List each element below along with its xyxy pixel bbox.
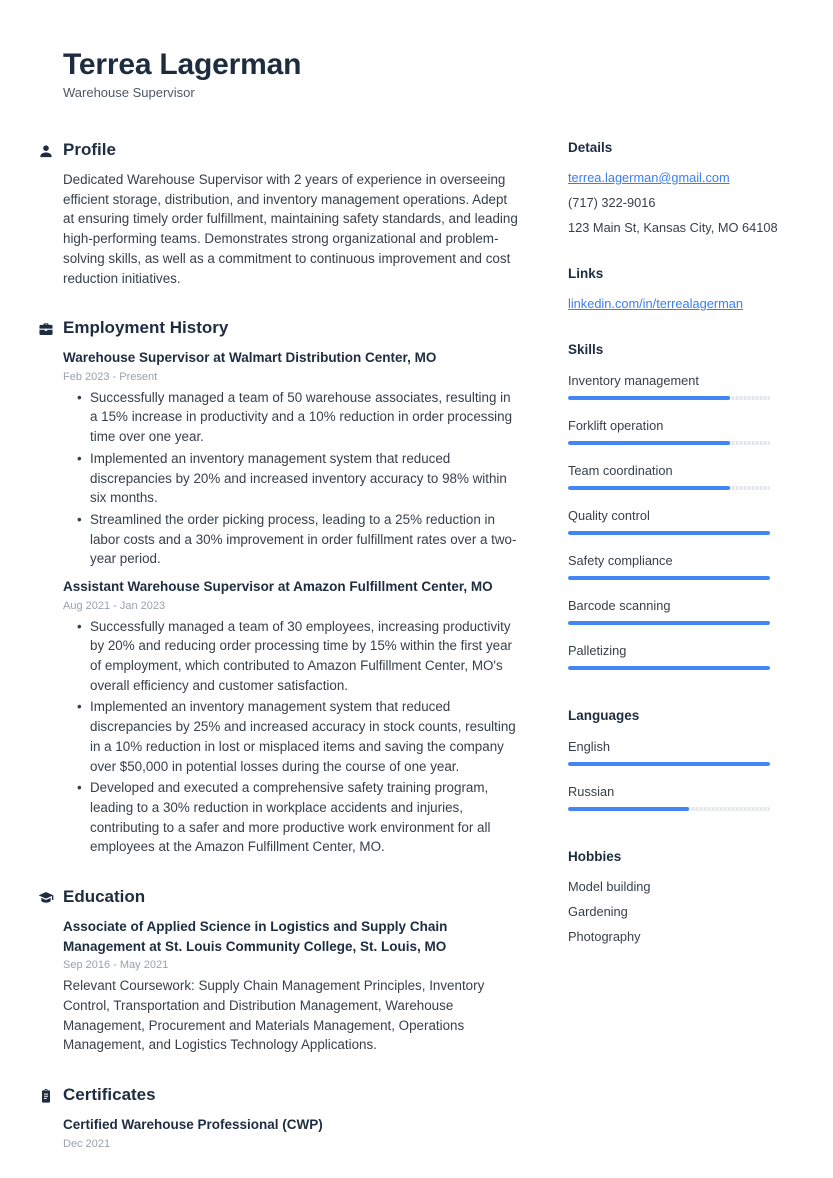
job-bullet: • Implemented an inventory management system that reduced discrepancies by 20% and increased inventory accuracy to 98% within six months. <box>63 449 520 508</box>
hobby-item: Gardening <box>568 904 628 919</box>
section-profile <box>63 140 520 288</box>
skill-bar-track <box>568 441 770 445</box>
sidebar <box>568 140 778 1178</box>
education-dates: Sep 2016 - May 2021 <box>63 959 169 972</box>
education-heading <box>63 887 520 907</box>
skill-bar-track <box>568 396 770 400</box>
link-item <box>568 291 770 316</box>
language-bar-fill <box>568 762 770 766</box>
content-columns <box>63 140 778 1178</box>
hobby-item: Model building <box>568 879 651 894</box>
job-entry <box>63 577 520 857</box>
certificate-entry <box>63 1115 520 1150</box>
job-bullet: • Successfully managed a team of 30 employees, increasing productivity by 20% and reducing order processing time by 15% within the first year of employment, which contributed to Amazon Fulfillment Center, MO's overall efficiency and customer satisfaction. <box>63 617 520 696</box>
job-bullet: • Successfully managed a team of 50 warehouse associates, resulting in a 15% increase in productivity and a 10% reduction in order processing time over one year. <box>63 388 520 447</box>
education-entry <box>63 917 520 1055</box>
person-name: Terrea Lagerman <box>63 48 302 81</box>
education-title: Associate of Applied Science in Logistics and Supply Chain Management at St. Louis Community College, St. Louis, MO <box>63 919 448 954</box>
profile-heading-label: Profile <box>63 140 116 159</box>
skill-bar-track <box>568 531 770 535</box>
person-icon <box>38 143 54 159</box>
graduation-cap-icon <box>38 890 54 906</box>
skill-label: Team coordination <box>568 463 673 478</box>
job-bullet-list <box>63 388 520 569</box>
hobbies-heading: Hobbies <box>568 849 622 864</box>
skill-bar-track <box>568 666 770 670</box>
language-row <box>568 733 770 778</box>
job-entry <box>63 348 520 569</box>
job-title: Warehouse Supervisor at Walmart Distribution Center, MO <box>63 350 437 366</box>
language-bar-track <box>568 807 770 811</box>
skill-row <box>568 637 770 682</box>
skill-label: Quality control <box>568 508 650 523</box>
detail-address: 123 Main St, Kansas City, MO 64108 <box>568 220 778 235</box>
clipboard-icon <box>38 1088 54 1104</box>
certificates-heading <box>63 1085 520 1105</box>
details-heading: Details <box>568 140 613 155</box>
detail-email <box>568 165 770 190</box>
skill-row <box>568 547 770 592</box>
skill-row <box>568 457 770 502</box>
skill-label: Barcode scanning <box>568 598 671 613</box>
job-bullet-list <box>63 617 520 857</box>
skill-bar-track <box>568 576 770 580</box>
skill-label: Safety compliance <box>568 553 673 568</box>
skill-bar-fill <box>568 486 730 490</box>
skill-bar-fill <box>568 576 770 580</box>
skill-row <box>568 412 770 457</box>
skill-row <box>568 502 770 547</box>
hobby-item: Photography <box>568 929 641 944</box>
sidebar-skills <box>568 342 770 682</box>
skill-bar-track <box>568 486 770 490</box>
sidebar-languages <box>568 708 770 823</box>
skill-bar-track <box>568 621 770 625</box>
skill-bar-fill <box>568 621 770 625</box>
certificate-title: Certified Warehouse Professional (CWP) <box>63 1117 323 1133</box>
employment-heading-label: Employment History <box>63 318 229 338</box>
job-bullet: • Streamlined the order picking process, leading to a 25% reduction in labor costs and a 30% improvement in order fulfillment rates over a two-year period. <box>63 510 520 569</box>
detail-phone: (717) 322-9016 <box>568 195 656 210</box>
language-label: Russian <box>568 784 615 799</box>
sidebar-details <box>568 140 778 240</box>
section-employment <box>63 318 520 857</box>
resume-header <box>63 48 770 100</box>
education-heading-label: Education <box>63 887 146 907</box>
skill-bar-fill <box>568 531 770 535</box>
certificates-heading-label: Certificates <box>63 1085 156 1105</box>
skill-bar-fill <box>568 441 730 445</box>
skills-heading: Skills <box>568 342 604 357</box>
skill-label: Forklift operation <box>568 418 664 433</box>
skill-row <box>568 367 770 412</box>
links-heading: Links <box>568 266 604 281</box>
job-bullet: • Implemented an inventory management system that reduced discrepancies by 25% and increased accuracy in stock counts, resulting in a 10% reduction in lost or misplaced items and saving the company over $50,000 in potential losses during the course of one year. <box>63 697 520 776</box>
language-bar-fill <box>568 807 689 811</box>
language-bar-track <box>568 762 770 766</box>
certificate-dates: Dec 2021 <box>63 1137 111 1150</box>
sidebar-hobbies <box>568 849 770 949</box>
job-dates: Feb 2023 - Present <box>63 370 158 383</box>
briefcase-icon <box>38 321 54 337</box>
email-link[interactable]: terrea.lagerman@gmail.com <box>568 170 730 185</box>
section-education <box>63 887 520 1055</box>
employment-heading <box>63 318 520 338</box>
skill-bar-fill <box>568 666 770 670</box>
skill-label: Palletizing <box>568 643 627 658</box>
skill-bar-fill <box>568 396 730 400</box>
skill-label: Inventory management <box>568 373 699 388</box>
languages-heading: Languages <box>568 708 640 723</box>
profile-text: Dedicated Warehouse Supervisor with 2 years of experience in overseeing efficient storage, distribution, and inventory management operations. Adept at ensuring timely order fulfillment, maintaining safety standards, and leading high-performing teams. Demonstrates strong organizational and problem-solving skills, as well as a commitment to continuous improvement and cost reduction initiatives. <box>63 172 518 286</box>
skill-row <box>568 592 770 637</box>
language-row <box>568 778 770 823</box>
language-label: English <box>568 739 610 754</box>
profile-heading <box>63 140 520 160</box>
linkedin-link[interactable]: linkedin.com/in/terrealagerman <box>568 296 743 311</box>
job-title: Assistant Warehouse Supervisor at Amazon Fulfillment Center, MO <box>63 579 493 595</box>
job-dates: Aug 2021 - Jan 2023 <box>63 599 166 612</box>
education-description: Relevant Coursework: Supply Chain Management Principles, Inventory Control, Transportation and Distribution Management, Warehouse Management, Procurement and Materials Management, Operations Management, and Logistics Technology Applications. <box>63 978 485 1053</box>
job-bullet: • Developed and executed a comprehensive safety training program, leading to a 30% reduction in workplace accidents and injuries, contributing to a safer and more productive work environment for all employees at the Amazon Fulfillment Center, MO. <box>63 778 520 857</box>
person-job-title: Warehouse Supervisor <box>63 85 195 100</box>
section-certificates <box>63 1085 520 1150</box>
sidebar-links <box>568 266 770 316</box>
main-column <box>63 140 520 1178</box>
